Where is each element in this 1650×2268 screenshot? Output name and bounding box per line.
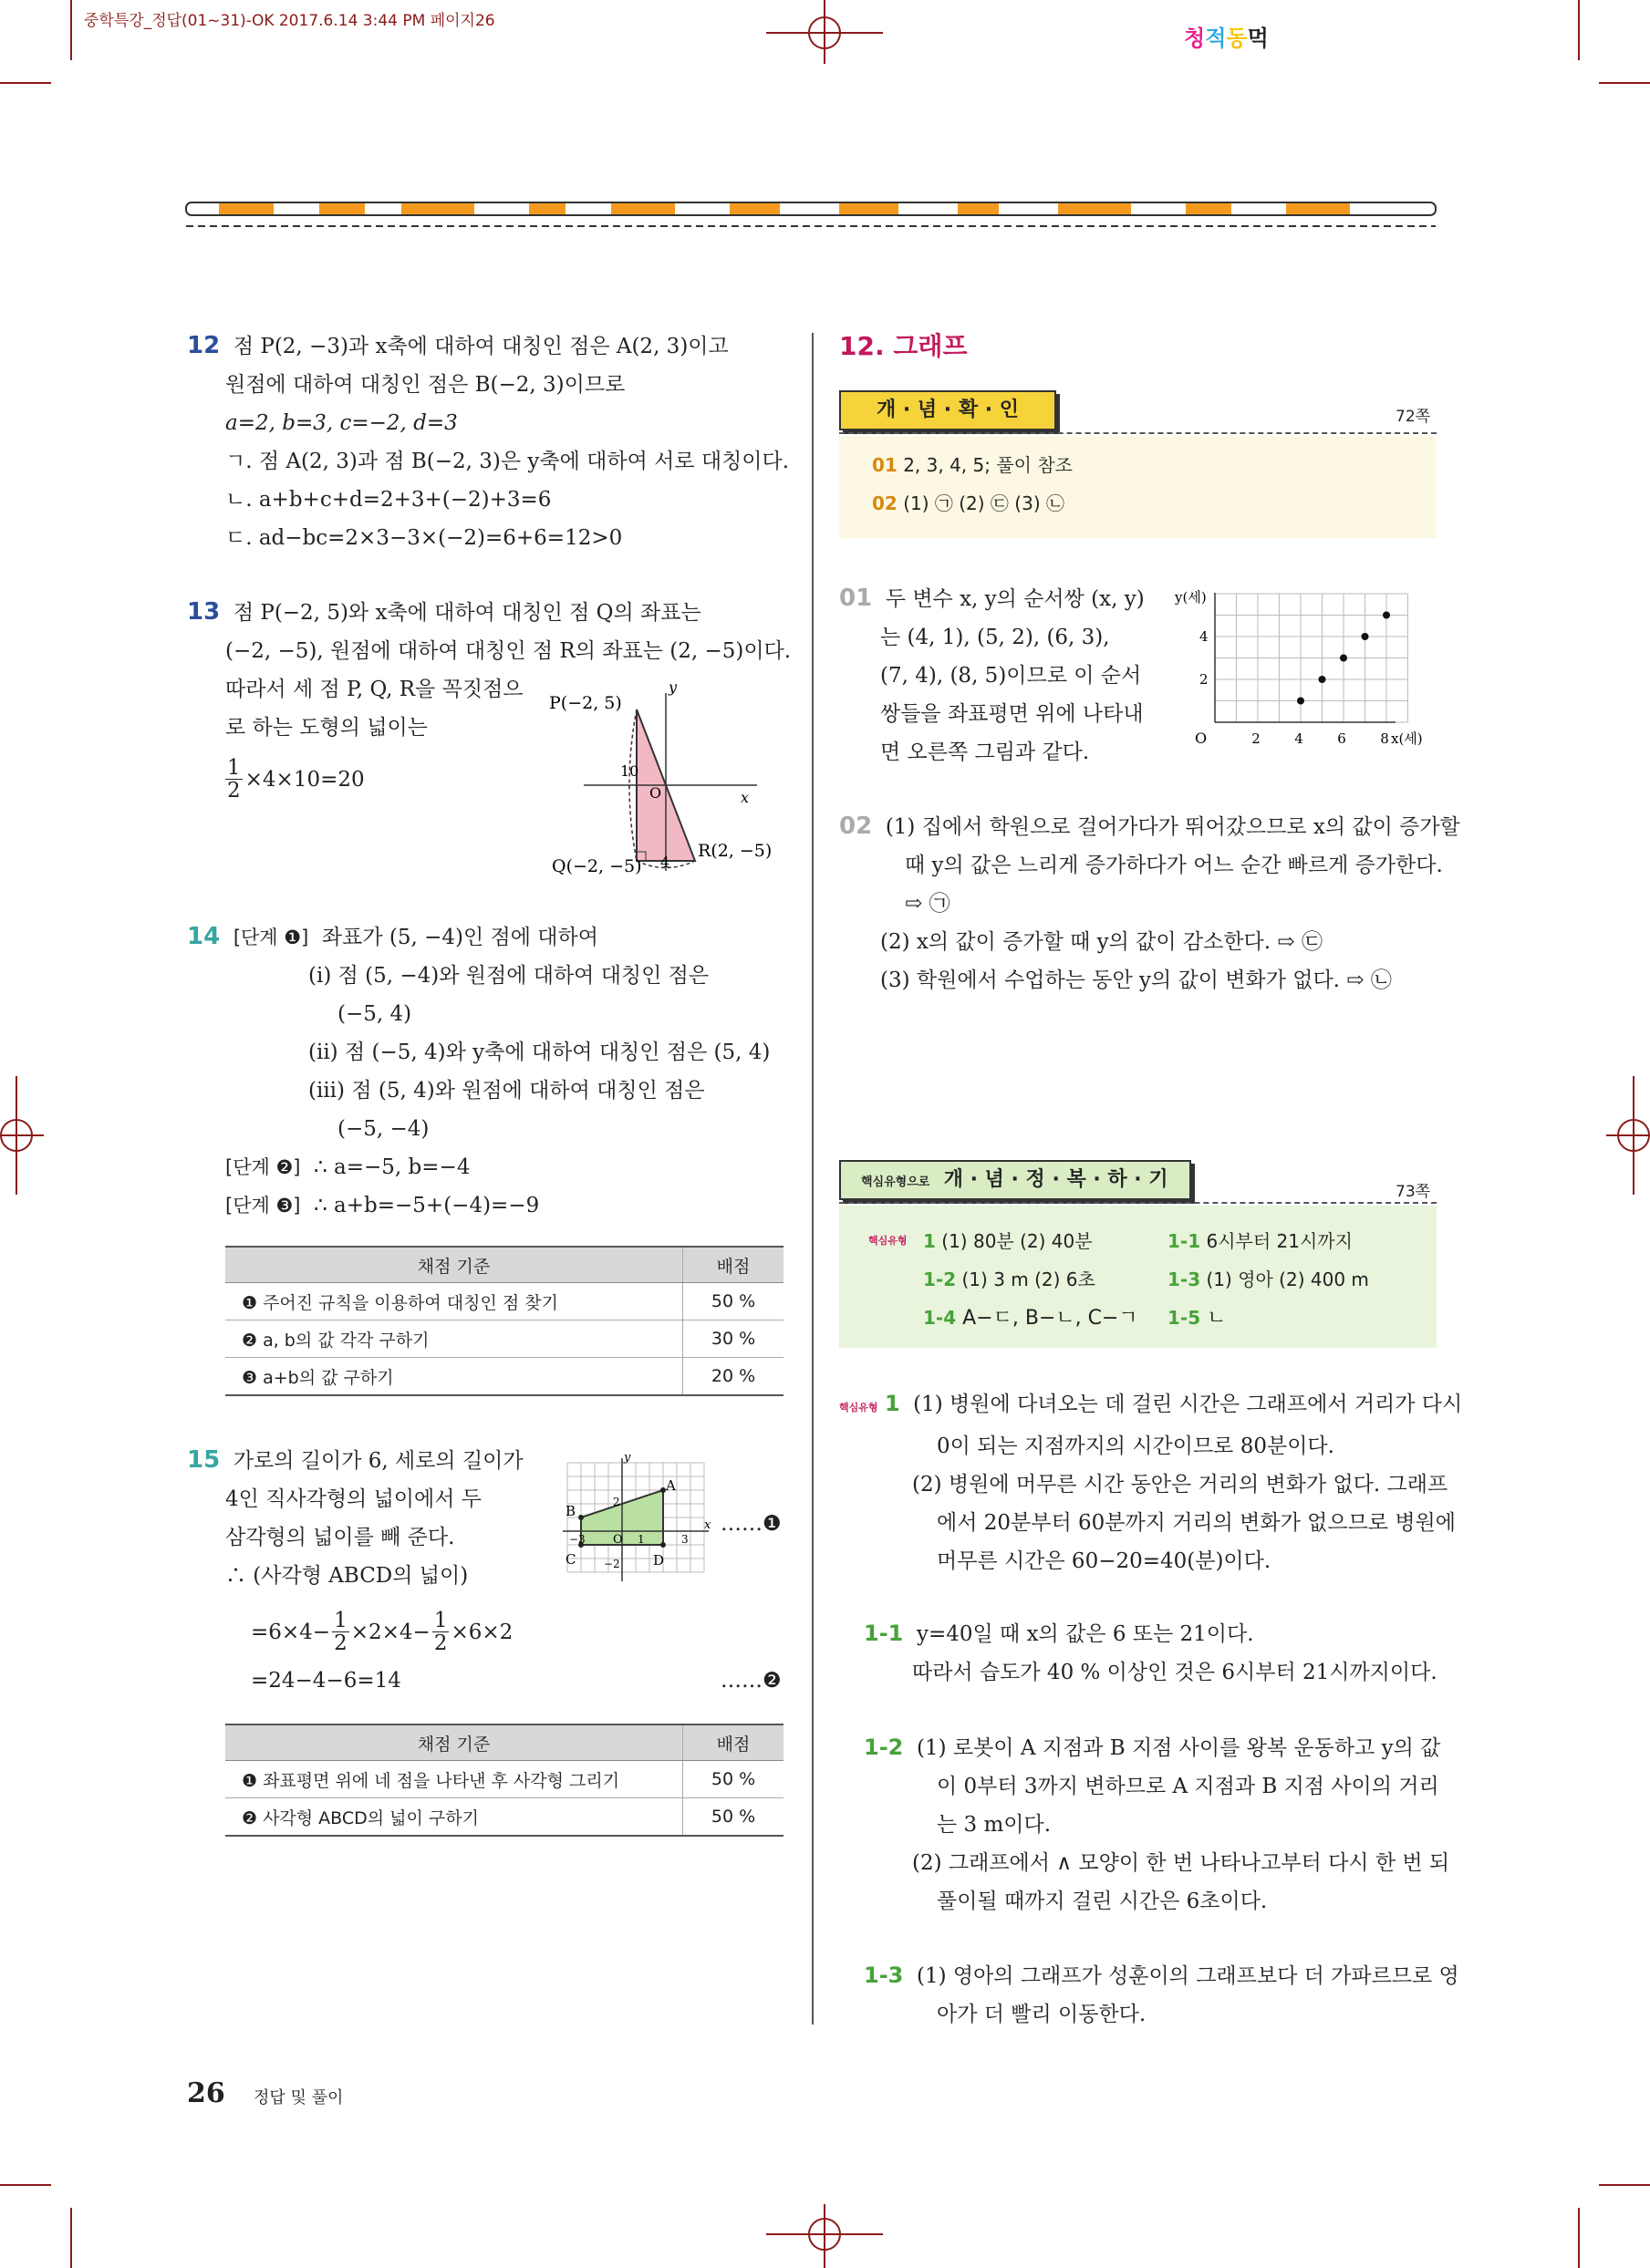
data-point	[1319, 676, 1326, 683]
y-axis-label: y(세)	[1175, 589, 1207, 606]
core-solution-1-1: 1-1 y=40일 때 x의 값은 6 또는 21이다. 따라서 습도가 40 % 이상인 것은 6시부터 21시까지이다.	[864, 1614, 1437, 1692]
text-line: 따라서 세 점 P, Q, R을 꼭짓점으	[225, 678, 524, 701]
label-x: x	[741, 789, 750, 806]
text-line: (2) 병원에 머무른 시간 동안은 거리의 변화가 없다. 그래프	[912, 1473, 1448, 1496]
text-line: ㄴ. a+b+c+d=2+3+(−2)+3=6	[225, 488, 552, 512]
text-line: (1) 영아의 그래프가 성훈이의 그래프보다 더 가파르므로 영	[916, 1964, 1459, 1988]
data-point	[1383, 612, 1390, 619]
core-solution-1: 핵심유형 1 (1) 병원에 다녀오는 데 걸린 시간은 그래프에서 거리가 다시 0이 되는 지점까지의 시간이므로 80분이다. (2) 병원에 머무른 시간 동안은 거리의 변화가 없다. 그래프 에서 20분부터 60분까지 거리의 변화가 없으므로 병원에 머무른 시간은 60−20=40(분)이다.	[839, 1384, 1462, 1580]
table-row: ❷ a, b의 값 각각 구하기 30 %	[225, 1320, 783, 1358]
problem-15	[187, 1441, 524, 1595]
page-ref-73: 73쪽	[1396, 1183, 1431, 1201]
text-line: ㄷ. ad−bc=2×3−3×(−2)=6+6=12>0	[225, 526, 623, 550]
x-axis-label: x(세)	[1391, 730, 1423, 747]
text-line: 원점에 대하여 대칭인 점은 B(−2, 3)이므로	[225, 373, 626, 397]
concept-check-label: 개 · 념 · 확 · 인	[839, 390, 1056, 430]
answer-02: 02 (1) ㉠ (2) ㉢ (3) ㉡	[872, 492, 1064, 514]
svg-text:x: x	[704, 1518, 711, 1532]
svg-text:C: C	[566, 1551, 576, 1568]
text-line: 쌍들을 좌표평면 위에 나타내	[880, 702, 1144, 726]
table-row: ❶ 주어진 규칙을 이용하여 대칭인 점 찾기 50 %	[225, 1283, 783, 1320]
calc-line-2: =24−4−6=14	[251, 1669, 401, 1693]
svg-text:B: B	[566, 1503, 576, 1519]
step-label: [단계 ❷]	[225, 1156, 301, 1178]
table-header: 배점	[683, 1247, 784, 1283]
core-answer-box	[839, 1206, 1437, 1348]
text-line: (2) 그래프에서 ∧ 모양이 한 번 나타나고부터 다시 한 번 되	[912, 1851, 1450, 1875]
core-solution-1-3: 1-3 (1) 영아의 그래프가 성훈이의 그래프보다 더 가파르므로 영 아가 더 빨리 이동한다.	[864, 1956, 1459, 2034]
text-line: 0이 되는 지점까지의 시간이므로 80분이다.	[937, 1434, 1334, 1458]
svg-text:y: y	[624, 1454, 631, 1465]
text-line: 풀이될 때까지 걸린 시간은 6초이다.	[937, 1890, 1268, 1913]
table-row: ❸ a+b의 값 구하기 20 %	[225, 1358, 783, 1396]
text-line: (1) 집에서 학원으로 걸어가다가 뛰어갔으므로 x의 값이 증가할	[885, 815, 1460, 839]
x-tick-label: 2	[1251, 730, 1261, 747]
label-Q: Q(−2, −5)	[552, 856, 642, 876]
text-line: 가로의 길이가 6, 세로의 길이가	[233, 1449, 524, 1473]
svg-text:2: 2	[613, 1496, 620, 1508]
text-line: 좌표가 (5, −4)인 점에 대하여	[321, 926, 598, 949]
text-line: 삼각형의 넓이를 빼 준다.	[225, 1526, 455, 1549]
text-line: 는 3 m이다.	[937, 1813, 1052, 1837]
decorative-header-bar	[182, 190, 1441, 235]
text-line: (iii) 점 (5, 4)와 원점에 대하여 대칭인 점은	[308, 1079, 705, 1103]
text-line: ∴ (사각형 ABCD의 넓이)	[225, 1564, 469, 1588]
text-line: ⇨ ㉠	[905, 892, 950, 916]
data-point	[1362, 633, 1369, 640]
problem-number: 14	[187, 923, 221, 950]
text-line: 로 하는 도형의 넓이는	[225, 716, 428, 740]
data-point	[1297, 698, 1304, 705]
text-line: (−5, −4)	[337, 1117, 430, 1141]
text-line: 점 P(2, −3)과 x축에 대하여 대칭인 점은 A(2, 3)이고	[233, 335, 729, 358]
text-line: ㄱ. 점 A(2, 3)과 점 B(−2, 3)은 y축에 대하여 서로 대칭이다.	[225, 450, 790, 473]
text-line: (3) 학원에서 수업하는 동안 y의 값이 변화가 없다. ⇨ ㉡	[880, 968, 1392, 992]
x-tick-label: 4	[1294, 730, 1303, 747]
svg-text:A: A	[666, 1477, 676, 1494]
label-R: R(2, −5)	[698, 841, 773, 861]
label-P: P(−2, 5)	[549, 693, 622, 713]
brand-logo: 청적동먹	[1184, 26, 1269, 51]
text-line: 아가 더 빨리 이동한다.	[937, 2003, 1147, 2026]
text-line: y=40일 때 x의 값은 6 또는 21이다.	[916, 1622, 1254, 1646]
file-info: 중학특강_정답(01~31)-OK 2017.6.14 3:44 PM 페이지26	[84, 12, 495, 30]
step-label: [단계 ❸]	[225, 1195, 301, 1217]
text-line: 이 0부터 3까지 변하므로 A 지점과 B 지점 사이의 거리	[937, 1775, 1439, 1798]
text-line: 점 P(−2, 5)와 x축에 대하여 대칭인 점 Q의 좌표는	[233, 601, 701, 625]
area-formula: $\frac{1}{2}$ ×4×10=20	[227, 756, 365, 803]
quadrilateral-figure	[558, 1454, 713, 1587]
label-10: 10	[620, 762, 639, 780]
page-number: 26	[187, 2077, 225, 2109]
text-line: a=2, b=3, c=−2, d=3	[225, 411, 458, 435]
text-line: 머무른 시간은 60−20=40(분)이다.	[937, 1549, 1271, 1573]
solution-02	[839, 807, 1460, 999]
y-tick-label: 4	[1199, 628, 1209, 645]
text-line: 때 y의 값은 느리게 증가하다가 어느 순간 빠르게 증가한다.	[905, 854, 1443, 877]
table-header: 배점	[683, 1724, 784, 1761]
text-line: (7, 4), (8, 5)이므로 이 순서	[880, 664, 1142, 688]
x-tick-label: 8	[1380, 730, 1389, 747]
text-line: 면 오른쪽 그림과 같다.	[880, 740, 1090, 764]
core-divider	[839, 1202, 1437, 1204]
page-ref-72: 72쪽	[1396, 408, 1431, 426]
svg-text:3: 3	[681, 1533, 689, 1546]
text-line: 는 (4, 1), (5, 2), (6, 3),	[880, 626, 1110, 649]
core-tag: 핵심유형	[868, 1235, 908, 1247]
svg-text:−2: −2	[604, 1558, 620, 1570]
section-title: 12. 그래프	[839, 331, 968, 361]
solution-01	[839, 579, 1145, 772]
text-line: (ii) 점 (−5, 4)와 y축에 대하여 대칭인 점은 (5, 4)	[308, 1041, 771, 1064]
scatter-chart	[1172, 584, 1446, 757]
text-line: ∴ a=−5, b=−4	[314, 1155, 471, 1179]
problem-number: 12	[187, 332, 221, 359]
concept-answer-box	[839, 436, 1437, 538]
text-line: (−2, −5), 원점에 대하여 대칭인 점 R의 좌표는 (2, −5)이다.	[225, 639, 792, 663]
label-O: O	[649, 784, 662, 802]
text-line: ∴ a+b=−5+(−4)=−9	[314, 1194, 540, 1217]
svg-text:1: 1	[638, 1533, 645, 1546]
text-line: (i) 점 (5, −4)와 원점에 대하여 대칭인 점은	[308, 964, 710, 988]
footer-label: 정답 및 풀이	[254, 2088, 344, 2107]
table-header: 채점 기준	[225, 1724, 683, 1761]
text-line: 두 변수 x, y의 순서쌍 (x, y)	[885, 587, 1145, 611]
problem-12	[187, 326, 789, 557]
core-solution-1-2: 1-2 (1) 로봇이 A 지점과 B 지점 사이를 왕복 운동하고 y의 값 이 0부터 3까지 변하므로 A 지점과 B 지점 사이의 거리 는 3 m이다. (2) 그래프에서 ∧ 모양이 한 번 나타나고부터 다시 한 번 되 풀이될 때까지 걸린 시간은 6초이다.	[864, 1728, 1449, 1921]
problem-14	[187, 917, 770, 1225]
answer-01: 01 2, 3, 4, 5; 풀이 참조	[872, 454, 1073, 476]
core-answer: 1 (1) 80분 (2) 40분 1-2 (1) 3 m (2) 6초 1-4 A−ㄷ, B−ㄴ, C−ㄱ	[923, 1230, 1138, 1330]
table-row: ❷ 사각형 ABCD의 넓이 구하기 50 %	[225, 1798, 783, 1837]
score-mark-1: ……❶	[721, 1512, 782, 1536]
label-4: 4	[660, 854, 670, 871]
triangle-figure	[547, 679, 794, 880]
problem-number: 13	[187, 598, 221, 626]
text-line: 4인 직사각형의 넓이에서 두	[225, 1487, 482, 1511]
text-line: 에서 20분부터 60분까지 거리의 변화가 없으므로 병원에	[937, 1511, 1456, 1535]
scoring-table-14	[225, 1246, 783, 1396]
y-tick-label: 2	[1199, 671, 1209, 688]
concept-divider	[839, 432, 1437, 434]
data-point	[1340, 655, 1347, 662]
svg-text:D: D	[653, 1552, 665, 1569]
table-header: 채점 기준	[225, 1247, 683, 1283]
svg-text:−3: −3	[569, 1533, 586, 1546]
core-answer: 1-1 6시부터 21시까지 1-3 (1) 영아 (2) 400 m 1-5 ㄴ	[1167, 1230, 1369, 1330]
text-line: (1) 병원에 다녀오는 데 걸린 시간은 그래프에서 거리가 다시	[913, 1393, 1463, 1416]
table-row: ❶ 좌표평면 위에 네 점을 나타낸 후 사각형 그리기 50 %	[225, 1761, 783, 1798]
label-y: y	[669, 679, 678, 696]
problem-number: 15	[187, 1446, 221, 1474]
svg-text:O: O	[613, 1533, 623, 1547]
origin-label: O	[1195, 730, 1208, 747]
text-line: (2) x의 값이 증가할 때 y의 값이 감소한다. ⇨ ㉢	[880, 930, 1323, 954]
text-line: (1) 로봇이 A 지점과 B 지점 사이를 왕복 운동하고 y의 값	[916, 1736, 1441, 1760]
core-type-label: 핵심유형으로 개 · 념 · 정 · 복 · 하 · 기	[839, 1160, 1191, 1200]
text-line: 따라서 습도가 40 % 이상인 것은 6시부터 21시까지이다.	[912, 1661, 1437, 1684]
x-tick-label: 6	[1337, 730, 1346, 747]
column-divider	[812, 333, 814, 2025]
text-line: (−5, 4)	[337, 1002, 412, 1026]
calc-line-1: =6×4− $\frac{1}{2}$ ×2×4− $\frac{1}{2}$ ×6×2	[251, 1609, 514, 1655]
solution-number: 01	[839, 585, 873, 612]
score-mark-2: ……❷	[721, 1669, 782, 1693]
scoring-table-15	[225, 1724, 783, 1837]
step-label: [단계 ❶]	[233, 927, 309, 948]
solution-number: 02	[839, 813, 873, 840]
